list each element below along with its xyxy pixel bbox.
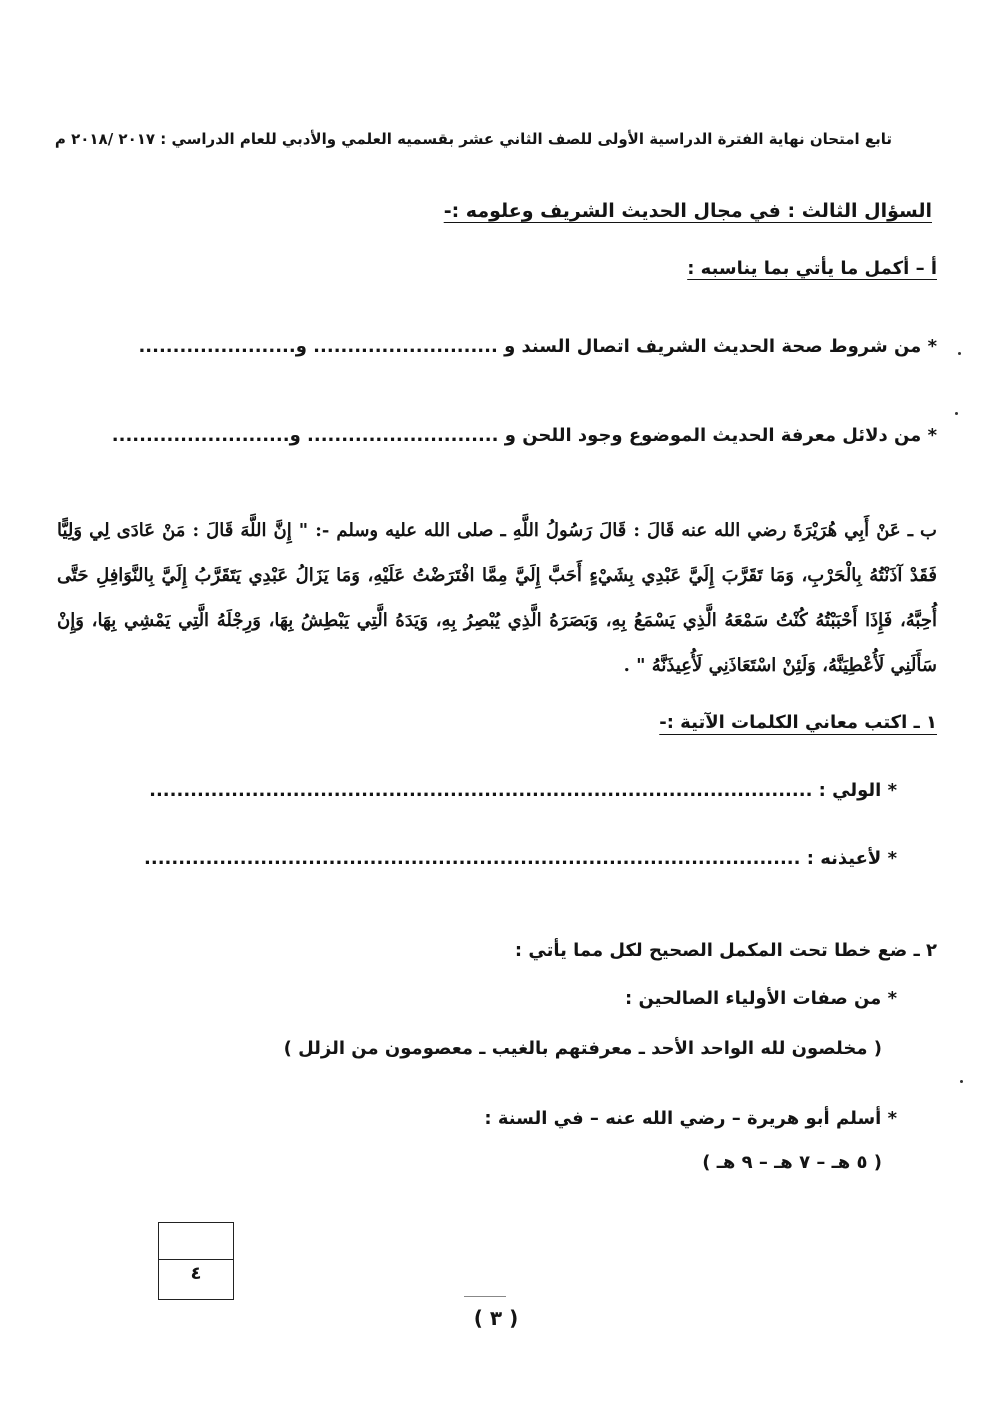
mcq-b-options: ( ٥ هـ – ٧ هـ – ٩ هـ ) [702, 1152, 882, 1173]
fill-blank-item-2: * من دلائل معرفة الحديث الموضوع وجود اللحن و ............................ و.......................... [111, 425, 937, 446]
footer-dash [464, 1296, 506, 1297]
score-box [158, 1222, 234, 1300]
word-meaning-uidhannahu: * لأعيذنه : ................................................................................................ [144, 848, 897, 869]
underline-correct-title: ٢ ـ ضع خطا تحت المكمل الصحيح لكل مما يأتي : [514, 940, 937, 961]
mcq-a-stem: * من صفات الأولياء الصالحين : [624, 988, 897, 1009]
word-meanings-title: ١ ـ اكتب معاني الكلمات الآتية :- [659, 712, 937, 733]
score-value: ٤ [190, 1263, 202, 1284]
score-divider [159, 1259, 233, 1260]
fill-blank-item-1: * من شروط صحة الحديث الشريف اتصال السند و ........................... و....................... [138, 336, 937, 357]
mcq-a-options: ( مخلصون لله الواحد الأحد ـ معرفتهم بالغيب ـ معصومون من الزلل ) [283, 1038, 882, 1059]
hadith-text: ب ـ عَنْ أَبِي هُرَيْرَةَ رضي الله عنه قَالَ : قَالَ رَسُولُ اللَّهِ ـ صلى الله عليه وسلم -: " إِنَّ اللَّهَ قَالَ : مَنْ عَادَى لِي وَلِيًّا فَقَدْ آذَنْتُهُ بِالْحَرْبِ، وَمَا تَقَرَّبَ إِلَيَّ عَبْدِي بِشَيْءٍ أَحَبَّ إِلَيَّ مِمَّا افْتَرَضْتُ عَلَيْهِ، وَمَا يَزَالُ عَبْدِي يَتَقَرَّبُ إِلَيَّ بِالنَّوَافِلِ حَتَّى أُحِبَّهُ، فَإِذَا أَحْبَبْتُهُ كُنْتُ سَمْعَهُ الَّذِي يَسْمَعُ بِهِ، وَبَصَرَهُ الَّذِي يُبْصِرُ بِهِ، وَيَدَهُ الَّتِي يَبْطِشُ بِهَا، وَرِجْلَهُ الَّتِي يَمْشِي بِهَا، وَإِنْ سَأَلَنِي لَأُعْطِيَنَّهُ، وَلَئِنْ اسْتَعَاذَنِي لَأُعِيذَنَّهُ " . [57, 520, 937, 676]
section-a-title: أ – أكمل ما يأتي بما يناسبه : [687, 258, 937, 279]
word-meaning-wali: * الولي : ................................................................................................. [149, 780, 897, 801]
page-number: ( ٣ ) [473, 1306, 519, 1330]
scan-speck [958, 352, 961, 355]
mcq-b-stem: * أسلم أبو هريرة – رضي الله عنه – في السنة : [484, 1108, 897, 1129]
scan-speck [960, 1080, 963, 1083]
exam-header: تابع امتحان نهاية الفترة الدراسية الأولى للصف الثاني عشر بقسميه العلمي والأدبي للعام الدراسي : ٢٠١٧ /٢٠١٨ م [54, 130, 892, 148]
question-3-title: السؤال الثالث : في مجال الحديث الشريف وعلومه :- [443, 200, 932, 222]
scan-speck [955, 412, 958, 415]
